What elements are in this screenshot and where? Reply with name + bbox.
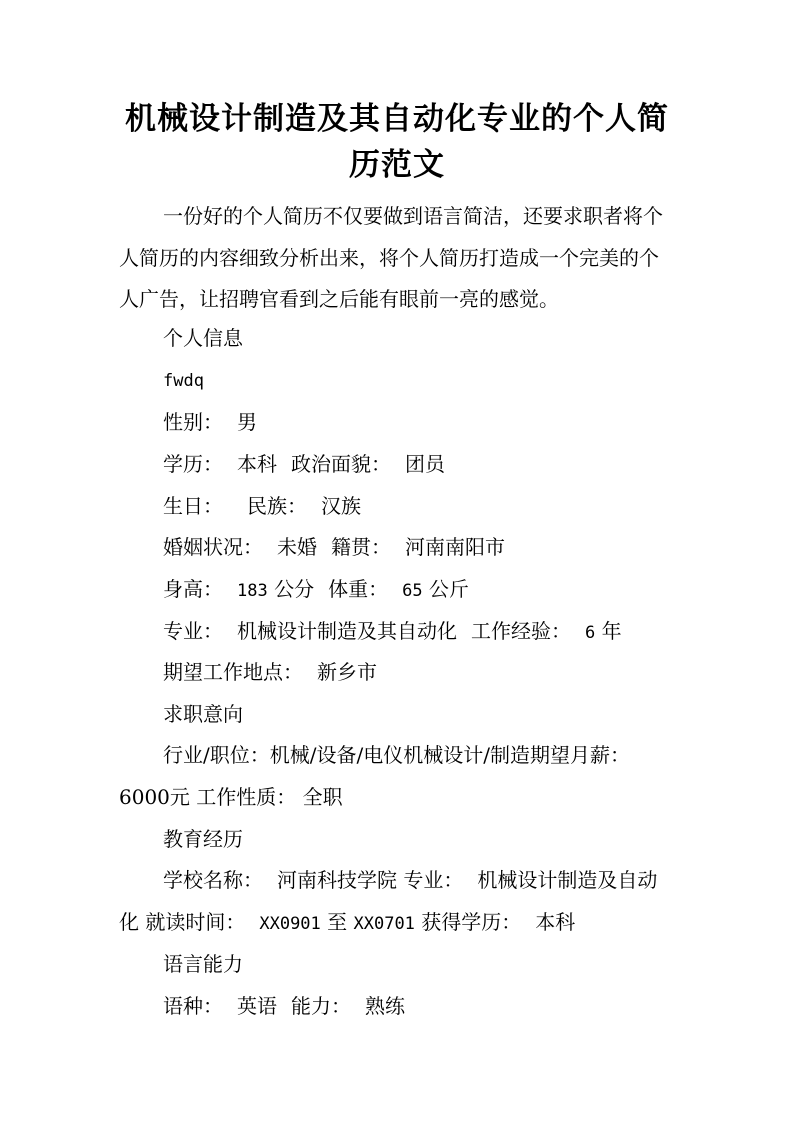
degree-value: 本科 <box>535 909 576 934</box>
major-row <box>163 617 622 647</box>
body-row <box>163 575 469 605</box>
candidate-name: fwdq <box>163 371 204 391</box>
marital-value: 未婚 <box>277 535 317 559</box>
marital-label: 婚姻状况： <box>163 535 263 559</box>
language-level-label: 能力： <box>291 994 351 1018</box>
section-heading-personal: 个人信息 <box>163 326 243 350</box>
edu-major-label: 专业： <box>403 868 464 892</box>
period-from: XX0901 <box>259 913 321 934</box>
education-label: 学历： <box>163 452 223 476</box>
experience-label: 工作经验： <box>471 619 571 643</box>
language-level-value: 熟练 <box>365 994 405 1018</box>
marital-row <box>163 533 505 561</box>
experience-unit: 年 <box>601 619 622 643</box>
location-value: 新乡市 <box>317 660 377 684</box>
edu-major-value: 机械设计制造及自动化 <box>119 868 658 934</box>
political-value: 团员 <box>405 452 445 476</box>
height-label: 身高： <box>163 577 223 601</box>
native-label: 籍贯： <box>331 535 391 559</box>
period-label: 就读时间： <box>145 909 246 934</box>
gender-label: 性别： <box>163 410 223 434</box>
birthday-label: 生日： <box>163 494 223 518</box>
section-heading-education: 教育经历 <box>163 827 243 851</box>
language-kind-value: 英语 <box>237 994 277 1018</box>
weight-value: 65 <box>402 581 423 601</box>
native-value: 河南南阳市 <box>405 535 505 559</box>
weight-unit: 公斤 <box>428 577 469 601</box>
major-label: 专业： <box>163 619 223 643</box>
section-heading-language: 语言能力 <box>163 952 243 976</box>
school-label: 学校名称： <box>163 868 263 892</box>
education-paragraph <box>119 860 675 945</box>
education-row <box>163 450 445 478</box>
period-to: XX0701 <box>353 913 415 934</box>
height-value: 183 <box>237 581 268 601</box>
gender-value: 男 <box>237 410 257 434</box>
language-kind-label: 语种： <box>163 994 223 1018</box>
document-title: 机械设计制造及其自动化专业的个人简历范文 <box>125 101 669 183</box>
political-label: 政治面貌： <box>291 452 391 476</box>
birthday-row <box>163 492 361 520</box>
weight-label: 体重： <box>328 577 389 601</box>
location-label: 期望工作地点： <box>163 660 303 684</box>
major-value: 机械设计制造及其自动化 <box>237 619 457 643</box>
period-to-word: 至 <box>327 909 348 934</box>
language-row <box>163 992 405 1020</box>
intent-paragraph: 行业/职位：机械/设备/电仪机械设计/制造期望月薪：6000元 工作性质： 全职 <box>119 743 630 809</box>
intro-paragraph: 一份好的个人简历不仅要做到语言简洁，还要求职者将个人简历的内容细致分析出来，将个人简历打造成一个完美的个人广告，让招聘官看到之后能有眼前一亮的感觉。 <box>119 204 663 311</box>
ethnicity-label: 民族： <box>247 494 307 518</box>
height-unit: 公分 <box>274 577 315 601</box>
gender-row <box>163 408 257 436</box>
location-row <box>163 658 377 686</box>
degree-label: 获得学历： <box>421 909 522 934</box>
education-value: 本科 <box>237 452 277 476</box>
ethnicity-value: 汉族 <box>321 494 361 518</box>
school-value: 河南科技学院 <box>277 868 397 892</box>
experience-value: 6 <box>585 623 596 643</box>
section-heading-intent: 求职意向 <box>163 702 243 726</box>
